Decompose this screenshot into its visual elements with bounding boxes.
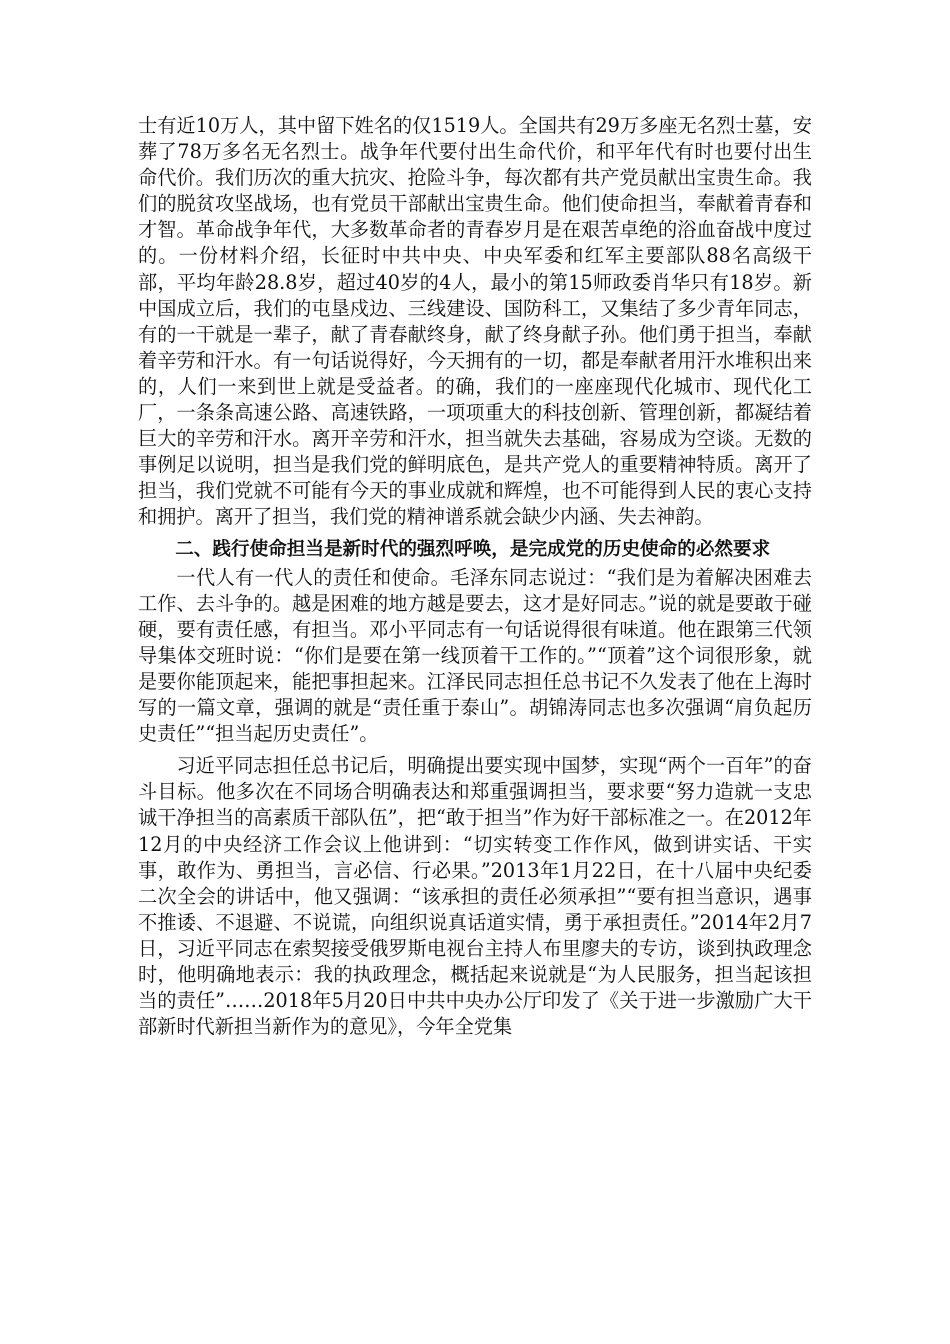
body-paragraph-1: 士有近10万人，其中留下姓名的仅1519人。全国共有29万多座无名烈士墓，安葬了78万多名无名烈士。战争年代要付出生命代价，和平年代有时也要付出生命代价。我们历次的重大抗灾、抢险斗争，每次都有共产党员献出宝贵生命。我们的脱贫攻坚战场，也有党员干部献出宝贵生命。他们使命担当，奉献着青春和才智。革命战争年代，大多数革命者的青春岁月是在艰苦卓绝的浴血奋战中度过的。一份材料介绍，长征时中共中央、中央军委和红军主要部队88名高级干部，平均年龄28.8岁，超过40岁的4人，最小的第15师政委肖华只有18岁。新中国成立后，我们的屯垦戍边、三线建设、国防科工，又集结了多少青年同志，有的一干就是一辈子，献了青春献终身，献了终身献子孙。他们勇于担当，奉献着辛劳和汗水。有一句话说得好，今天拥有的一切，都是奉献者用汗水堆积出来的，人们一来到世上就是受益者。的确，我们的一座座现代化城市、现代化工厂，一条条高速公路、高速铁路，一项项重大的科技创新、管理创新，都凝结着巨大的辛劳和汗水。离开辛劳和汗水，担当就失去基础，容易成为空谈。无数的事例足以说明，担当是我们党的鲜明底色，是共产党人的重要精神特质。离开了担当，我们党就不可能有今天的事业成就和辉煌，也不可能得到人民的衷心支持和拥护。离开了担当，我们党的精神谱系就会缺少内涵、失去神韵。 (138, 114, 812, 529)
section-heading-2: 二、践行使命担当是新时代的强烈呼唤，是完成党的历史使命的必然要求 (175, 538, 771, 560)
body-paragraph-2: 一代人有一代人的责任和使命。毛泽东同志说过：“我们是为着解决困难去工作、去斗争的。越是困难的地方越是要去，这才是好同志。”说的就是要敢于碰硬，要有责任感，有担当。邓小平同志有一句话说得很有味道。他在跟第三代领导集体交班时说：“你们是要在第一线顶着干工作的。”“顶着”这个词很形象，就是要你能顶起来，能把事担起来。江泽民同志担任总书记不久发表了他在上海时写的一篇文章，强调的就是“责任重于泰山”。胡锦涛同志也多次强调“肩负起历史责任”“担当起历史责任”。 (138, 565, 812, 746)
document-page (138, 113, 812, 1046)
body-paragraph-3: 习近平同志担任总书记后，明确提出要实现中国梦，实现“两个一百年”的奋斗目标。他多次在不同场合明确表达和郑重强调担当，要求要“努力造就一支忠诚干净担当的高素质干部队伍”，把“敢于担当”作为好干部标准之一。在2012年12月的中央经济工作会议上他讲到：“切实转变工作作风，做到讲实话、干实事，敢作为、勇担当，言必信、行必果。”2013年1月22日，在十八届中央纪委二次全会的讲话中，他又强调：“该承担的责任必须承担”“要有担当意识，遇事不推诿、不退避、不说谎，向组织说真话道实情，勇于承担责任。”2014年2月7日，习近平同志在索契接受俄罗斯电视台主持人布里廖夫的专访，谈到执政理念时，他明确地表示：我的执政理念，概括起来说就是“为人民服务，担当起该担当的责任”……2018年5月20日中共中央办公厅印发了《关于进一步激励广大干部新时代新担当新作为的意见》，今年全党集 (138, 754, 812, 1039)
